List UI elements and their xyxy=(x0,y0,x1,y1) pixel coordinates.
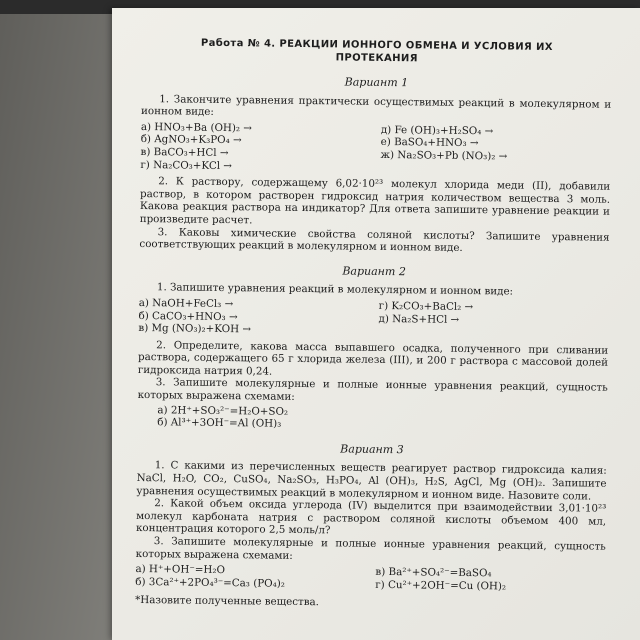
v3-footnote: *Назовите полученные вещества. xyxy=(135,594,320,609)
v2-task-2: 2. Определите, какова масса выпавшего осадка, полученного при сливании раствора, содержащего 65 г хлорида железа (III), и 200 г раствора с массовой долей гидроксида натрия 0,24. xyxy=(137,338,609,378)
v2-reaction-b: б) CaCO₃+HNO₃ → xyxy=(138,309,238,323)
v1-reaction-g: г) Na₂CO₃+KCl → xyxy=(140,158,233,172)
v2-task-1: 1. Запишите уравнения реакций в молекулярном и ионном виде: xyxy=(156,281,514,298)
v3-scheme-a: а) H⁺+OH⁻=H₂O xyxy=(135,563,226,577)
v1-reaction-b: б) AgNO₃+K₃PO₄ → xyxy=(140,133,242,147)
v1-reaction-e: е) BaSO₄+HNO₃ → xyxy=(380,136,479,150)
v1-reaction-empty xyxy=(380,161,610,176)
v2-reaction-empty xyxy=(378,325,608,340)
v2-schemes xyxy=(157,404,607,435)
v3-scheme-b: б) 3Ca²⁺+2PO₄³⁻=Ca₃ (PO₄)₂ xyxy=(135,575,285,590)
v1-reaction-v: в) BaCO₃+HCl → xyxy=(140,145,229,160)
v2-reaction-g: г) K₂CO₃+BaCl₂ → xyxy=(378,299,474,313)
v3-schemes xyxy=(135,563,605,594)
v2-scheme-a: а) 2H⁺+SO₃²⁻=H₂O+SO₂ xyxy=(157,403,289,418)
v3-task-3: 3. Запишите молекулярные и полные ионные уравнения реакций, сущность которых выражена схемами: xyxy=(135,535,606,562)
title-line-1: Работа № 4. РЕАКЦИИ ИОННОГО ОБМЕНА И УСЛОВИЯ ИХ xyxy=(200,37,553,54)
variant-2-heading: Вариант 2 xyxy=(342,264,406,278)
v2-reactions xyxy=(138,297,608,341)
v2-scheme-b: б) Al³⁺+3OH⁻=Al (OH)₃ xyxy=(157,416,282,430)
variant-1-heading: Вариант 1 xyxy=(344,75,409,90)
title-line-2: ПРОТЕКАНИЯ xyxy=(335,52,418,65)
v2-task-3: 3. Запишите молекулярные и полные ионные уравнения реакций, сущность которых выражена схемами: xyxy=(137,376,608,403)
v1-task-3: 3. Каковы химические свойства соляной кислоты? Запишите уравнения соответствующих реакций в молекулярном и ионном виде. xyxy=(139,225,610,255)
v1-reactions xyxy=(140,121,611,177)
v1-task-2: 2. К раствору, содержащему 6,02·10²³ молекул хлорида меди (II), добавили раствор, в котором растворен гидроксид натрия количеством вещества 3 моль. Какова реакция раствора на индикатор? Для ответа запишите уравнение реакции и произведите расчет. xyxy=(139,175,611,227)
v2-reaction-a: а) NaOH+FeCl₃ → xyxy=(138,296,234,311)
v1-reaction-a: а) HNO₃+Ba (OH)₂ → xyxy=(140,120,253,135)
worksheet-page xyxy=(112,8,640,640)
v1-task-1: 1. Закончите уравнения практически осуществимых реакций в молекулярном и ионном виде: xyxy=(141,92,612,119)
v3-scheme-v: в) Ba²⁺+SO₄²⁻=BaSO₄ xyxy=(375,566,492,580)
variant-3-heading: Вариант 3 xyxy=(340,442,404,457)
worksheet-content xyxy=(135,36,612,613)
v2-reaction-d: д) Na₂S+HCl → xyxy=(378,312,460,326)
v1-reaction-zh: ж) Na₂SO₃+Pb (NO₃)₂ → xyxy=(380,148,508,163)
v3-task-2: 2. Какой объем оксида углерода (IV) выделится при взаимодействии 3,01·10²³ молекул карбоната натрия с раствором соляной кислоты объемом 400 мл, концентрация которого 2,5 моль/л? xyxy=(135,497,607,537)
v1-reaction-d: д) Fe (OH)₃+H₂SO₄ → xyxy=(380,123,494,138)
v3-task-1: 1. С какими из перечисленных веществ реагирует раствор гидроксида калия: NaCl, H₂O, CO₂, CuSO₄, Na₂SO₃, H₃PO₄, Al (OH)₃, H₂S, AgCl, Mg (OH)₂. Запишите уравнения осуществимых реакций в молекулярном и ионном виде. Назовите соли. xyxy=(136,459,607,503)
v2-reaction-v: в) Mg (NO₃)₂+KOH → xyxy=(138,322,252,336)
v3-scheme-g: г) Cu²⁺+2OH⁻=Cu (OH)₂ xyxy=(375,578,507,593)
